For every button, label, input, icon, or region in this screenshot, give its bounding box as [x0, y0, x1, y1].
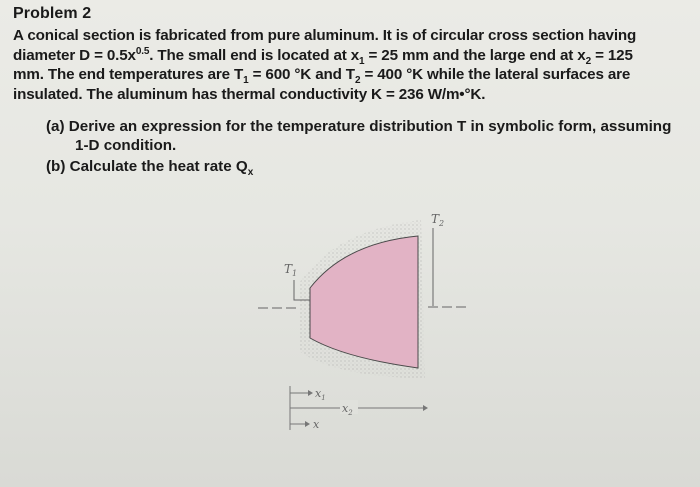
- x2-arrowhead: [423, 405, 428, 411]
- text-t2-value: = 400 °K while the lateral surfaces are: [360, 66, 631, 84]
- exponent: 0.5: [135, 45, 150, 57]
- part-b-text: (b) Calculate the heat rate Q: [46, 158, 248, 175]
- label-t2: $T_2$: [431, 212, 445, 228]
- text-t1-value: = 600 °K and T: [248, 66, 355, 84]
- text-end-temps: mm. The end temperatures are T: [13, 66, 244, 84]
- subscript-x1: 1: [359, 55, 365, 67]
- part-a-line-2: 1-D condition.: [75, 137, 177, 154]
- subscript-x2: 2: [585, 55, 591, 67]
- x-arrowhead: [305, 421, 310, 427]
- statement-line-1: A conical section is fabricated from pure aluminum. It is of circular cross section having: [13, 27, 637, 44]
- x1-arrowhead: [308, 390, 313, 396]
- text-diameter: diameter D = 0.5x: [13, 46, 136, 64]
- subscript-t2: 2: [354, 75, 361, 87]
- part-a-line-1: (a) Derive an expression for the temperature distribution T in symbolic form, assuming: [46, 118, 672, 135]
- text-large-end: = 25 mm and the large end at x: [364, 46, 586, 64]
- label-x: x: [313, 418, 320, 431]
- label-x2: $x_2$: [342, 402, 353, 417]
- subscript-t1: 1: [243, 75, 249, 87]
- subscript-qx: x: [247, 167, 254, 179]
- statement-line-4: insulated. The aluminum has thermal conductivity K = 236 W/m•°K.: [13, 85, 486, 103]
- problem-title: Problem 2: [13, 5, 92, 22]
- label-x1: $x_1$: [315, 387, 326, 402]
- text-x2-value: = 125: [591, 46, 633, 64]
- text-small-end: . The small end is located at x: [149, 46, 360, 64]
- label-t1: $T_1$: [284, 262, 298, 278]
